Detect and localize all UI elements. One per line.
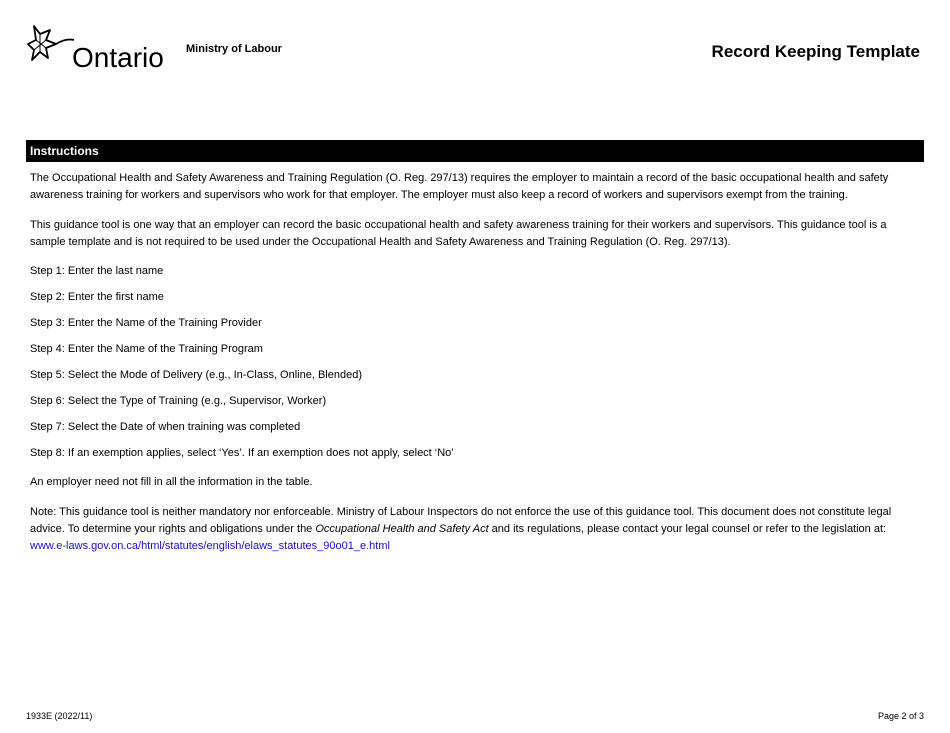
instructions-heading: Instructions (26, 140, 924, 162)
step-4: Step 4: Enter the Name of the Training Program (30, 343, 263, 355)
step-7: Step 7: Select the Date of when training was completed (30, 421, 301, 433)
page-number: Page 2 of 3 (877, 711, 924, 721)
employer-note: An employer need not fill in all the information in the table. (30, 476, 313, 488)
ministry-name: Ministry of Labour (186, 43, 282, 55)
legal-note-part-2: and its regulations, please contact your legal counsel or refer to the legislation at: (488, 523, 887, 535)
ontario-logo (26, 22, 166, 70)
step-8: Step 8: If an exemption applies, select ‘Yes’. If an exemption does not apply, select ‘No’ (30, 447, 454, 459)
instructions-paragraph-1: The Occupational Health and Safety Awareness and Training Regulation (O. Reg. 297/13) requires the employer to maintain a record of the basic occupational health and safety awareness training for workers and supervisors who work for that employer. The employer must also keep a record of workers and supervisors exempt from the training. (30, 172, 889, 201)
legal-note (30, 504, 920, 555)
step-5: Step 5: Select the Mode of Delivery (e.g., In-Class, Online, Blended) (30, 369, 362, 381)
legal-note-part-1: Note: This guidance tool is neither mandatory nor enforceable. Ministry of Labour Inspectors do not enforce the use of this guidance tool. This document does not constitute legal advice. To determine your rights and obligations under the (30, 506, 892, 535)
step-1: Step 1: Enter the last name (30, 265, 164, 277)
step-6: Step 6: Select the Type of Training (e.g., Supervisor, Worker) (30, 395, 327, 407)
document-title: Record Keeping Template (711, 42, 920, 61)
legal-note-act: Occupational Health and Safety Act (315, 523, 489, 535)
instructions-paragraph-2: This guidance tool is one way that an employer can record the basic occupational health and safety awareness training for their workers and supervisors. This guidance tool is a sample template and is not required to be used under the Occupational Health and Safety Awareness and Training Regulation (O. Reg. 297/13). (30, 219, 887, 248)
step-2: Step 2: Enter the first name (30, 291, 164, 303)
step-3: Step 3: Enter the Name of the Training Provider (30, 317, 262, 329)
instructions-content (30, 170, 920, 555)
logo-wordmark: Ontario (72, 42, 164, 70)
form-code: 1933E (2022/11) (26, 711, 93, 721)
trillium-icon (26, 22, 166, 70)
legislation-link[interactable]: www.e-laws.gov.on.ca/html/statutes/english/elaws_statutes_90o01_e.html (30, 540, 390, 552)
